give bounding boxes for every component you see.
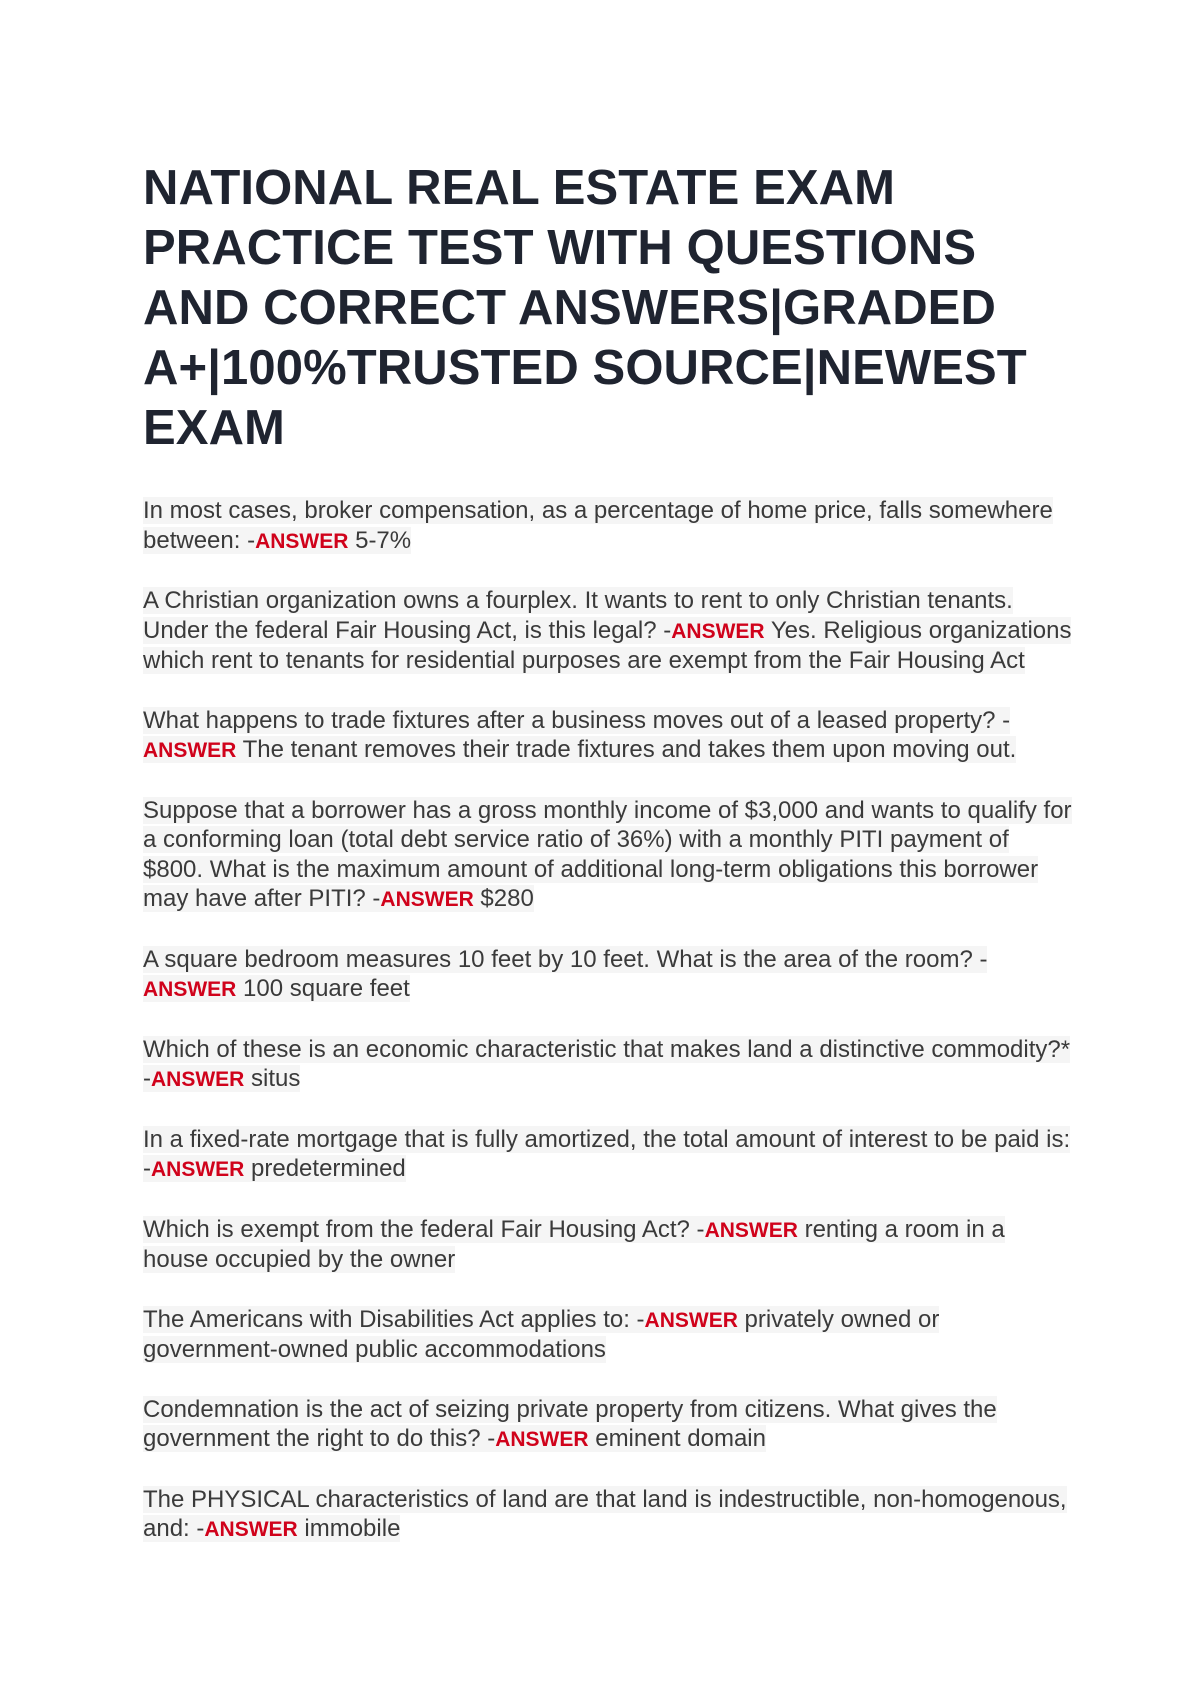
question-text: A square bedroom measures 10 feet by 10 feet. What is the area of the room? - — [143, 945, 988, 973]
qa-item — [143, 1125, 1073, 1185]
question-text: What happens to trade fixtures after a business moves out of a leased property? - — [143, 706, 1011, 734]
answer-text: $280 — [473, 885, 534, 912]
qa-list — [143, 496, 1073, 1545]
question-text: A Christian organization owns a fourplex. It wants to rent to only Christian tenants. Under the federal Fair Housing Act, is this legal? - — [143, 587, 1013, 644]
qa-item — [143, 1395, 1073, 1455]
answer-label: ANSWER — [143, 739, 237, 762]
answer-text: 100 square feet — [236, 975, 410, 1002]
qa-item — [143, 796, 1073, 915]
answer-label: ANSWER — [143, 978, 237, 1001]
answer-text: privately owned or government-owned public accommodations — [143, 1305, 940, 1363]
qa-item — [143, 706, 1073, 766]
answer-label: ANSWER — [495, 1428, 589, 1451]
question-text: Which is exempt from the federal Fair Housing Act? - — [143, 1215, 705, 1243]
document-title: NATIONAL REAL ESTATE EXAM PRACTICE TEST WITH QUESTIONS AND CORRECT ANSWERS|GRADED A+|100%TRUSTED SOURCE|NEWEST EXAM — [143, 161, 1027, 455]
qa-item — [143, 586, 1073, 676]
question-text: The PHYSICAL characteristics of land are that land is indestructible, non-homogenous, and: - — [143, 1485, 1067, 1542]
answer-label: ANSWER — [704, 1218, 798, 1242]
qa-item — [143, 496, 1073, 556]
question-text: The Americans with Disabilities Act applies to: - — [143, 1305, 645, 1333]
question-text: Which of these is an economic characteristic that makes land a distinctive commodity?* - — [143, 1035, 1071, 1092]
answer-label: ANSWER — [151, 1068, 245, 1091]
qa-item — [143, 1305, 1073, 1365]
qa-item — [143, 1485, 1073, 1545]
answer-text: The tenant removes their trade fixtures and takes them upon moving out. — [236, 736, 1017, 763]
answer-text: immobile — [297, 1515, 401, 1542]
answer-text: renting a room in a house occupied by the owner — [143, 1215, 1005, 1273]
document-page — [143, 158, 1073, 1575]
answer-label: ANSWER — [151, 1158, 245, 1181]
answer-label: ANSWER — [255, 529, 349, 553]
qa-item — [143, 1215, 1073, 1275]
answer-label: ANSWER — [644, 1308, 738, 1332]
answer-text: situs — [244, 1065, 301, 1092]
answer-label: ANSWER — [380, 888, 474, 911]
answer-label: ANSWER — [671, 619, 765, 643]
answer-text: Yes. Religious organizations which rent to tenants for residential purposes are exempt from the Fair Housing Act — [143, 616, 1072, 674]
answer-text: eminent domain — [588, 1425, 766, 1452]
answer-text: 5-7% — [348, 526, 412, 554]
answer-text: predetermined — [244, 1155, 406, 1182]
qa-item — [143, 1035, 1073, 1095]
question-text: Condemnation is the act of seizing private property from citizens. What gives the government the right to do this? - — [143, 1395, 997, 1452]
question-text: In a fixed-rate mortgage that is fully amortized, the total amount of interest to be paid is: - — [143, 1125, 1071, 1182]
question-text: In most cases, broker compensation, as a percentage of home price, falls somewhere between: - — [143, 497, 1053, 554]
question-text: Suppose that a borrower has a gross monthly income of $3,000 and wants to qualify for a conforming loan (total debt service ratio of 36%) with a monthly PITI payment of $800. What is the maximum amount of additional long-term obligations this borrower may have after PITI? - — [143, 796, 1072, 912]
answer-label: ANSWER — [204, 1518, 298, 1541]
qa-item — [143, 945, 1073, 1005]
